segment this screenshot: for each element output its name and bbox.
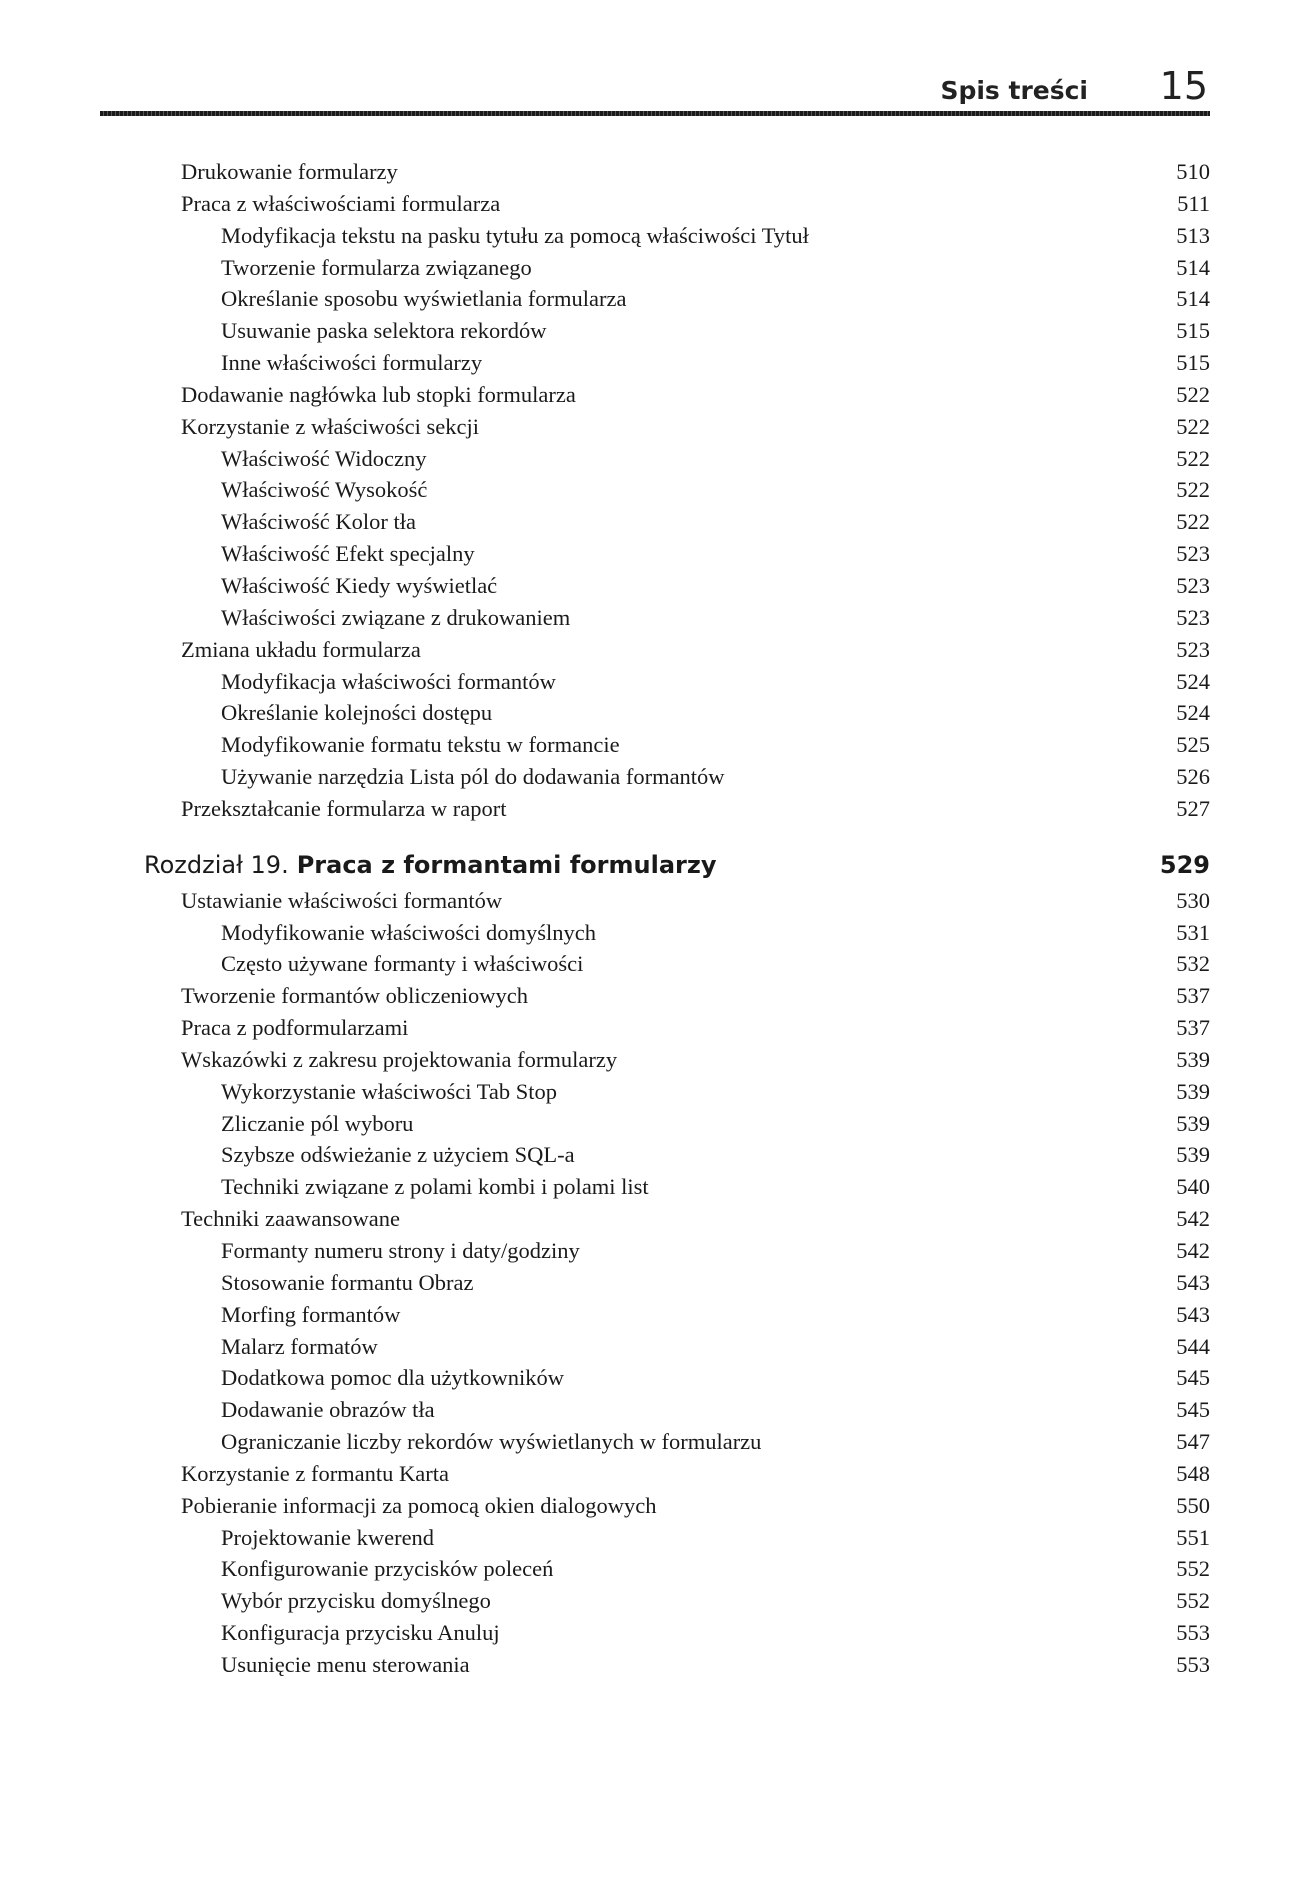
toc-entry-title: Ograniczanie liczby rekordów wyświetlanych w formularzu bbox=[221, 1429, 762, 1455]
dot-leader bbox=[424, 518, 1173, 526]
toc-entry-page: 551 bbox=[1176, 1524, 1210, 1550]
toc-entry-page: 550 bbox=[1176, 1492, 1210, 1518]
toc-entry-page: 523 bbox=[1176, 604, 1210, 630]
dot-leader bbox=[578, 614, 1173, 622]
toc-entry-page: 510 bbox=[1176, 159, 1210, 184]
dot-leader bbox=[664, 1502, 1173, 1510]
toc-entry-page: 539 bbox=[1176, 1142, 1210, 1168]
toc-entry-title: Używanie narzędzia Lista pól do dodawania formantów bbox=[221, 764, 725, 790]
toc-entry-title: Konfiguracja przycisku Anuluj bbox=[221, 1620, 500, 1646]
toc-entry bbox=[100, 1331, 1210, 1363]
dot-leader bbox=[564, 677, 1173, 685]
dot-leader bbox=[483, 550, 1174, 558]
toc-entry-page: 545 bbox=[1176, 1397, 1210, 1423]
dot-leader bbox=[536, 992, 1173, 1000]
toc-entry bbox=[100, 885, 1210, 917]
toc-entry bbox=[100, 1649, 1210, 1681]
toc-entry-title: Właściwość Widoczny bbox=[221, 445, 427, 471]
dot-leader bbox=[625, 1056, 1173, 1064]
table-of-contents bbox=[100, 156, 1210, 1681]
toc-entry-page: 552 bbox=[1176, 1588, 1210, 1614]
toc-entry-page: 525 bbox=[1176, 732, 1210, 758]
toc-entry-title: Formanty numeru strony i daty/godziny bbox=[221, 1238, 580, 1263]
toc-entry-page: 515 bbox=[1176, 350, 1210, 376]
toc-entry-title: Dodawanie obrazów tła bbox=[221, 1397, 435, 1423]
dot-leader bbox=[769, 1438, 1173, 1446]
toc-entry-title: Właściwość Kiedy wyświetlać bbox=[221, 572, 498, 598]
toc-entry bbox=[100, 474, 1210, 506]
toc-entry bbox=[100, 443, 1210, 475]
toc-entry-title: Pobieranie informacji za pomocą okien dialogowych bbox=[181, 1492, 657, 1518]
toc-entry bbox=[100, 156, 1210, 188]
toc-section-after bbox=[100, 885, 1210, 1681]
dot-leader bbox=[386, 1342, 1173, 1350]
dot-leader bbox=[583, 1151, 1174, 1159]
toc-entry bbox=[100, 538, 1210, 570]
toc-entry-title: Modyfikacja właściwości formantów bbox=[221, 668, 556, 694]
toc-entry bbox=[100, 1522, 1210, 1554]
dot-leader bbox=[443, 1406, 1174, 1414]
header-title: Spis treści bbox=[940, 76, 1088, 105]
toc-entry-page: 522 bbox=[1176, 509, 1210, 535]
toc-entry-page: 524 bbox=[1176, 700, 1210, 726]
dot-leader bbox=[510, 897, 1173, 905]
dot-leader bbox=[591, 960, 1173, 968]
toc-entry-page: 539 bbox=[1176, 1078, 1210, 1104]
dot-leader bbox=[408, 1311, 1173, 1319]
toc-entry bbox=[100, 1076, 1210, 1108]
toc-entry bbox=[100, 1044, 1210, 1076]
toc-entry bbox=[100, 980, 1210, 1012]
toc-entry-title: Właściwość Wysokość bbox=[221, 477, 428, 503]
toc-entry-page: 511 bbox=[1177, 190, 1210, 216]
toc-entry-page: 522 bbox=[1176, 381, 1210, 407]
toc-entry-title: Zmiana układu formularza bbox=[181, 636, 421, 662]
toc-entry bbox=[100, 1267, 1210, 1299]
toc-entry-page: 548 bbox=[1176, 1460, 1210, 1486]
toc-entry-title: Modyfikowanie właściwości domyślnych bbox=[221, 919, 596, 945]
toc-entry bbox=[100, 283, 1210, 315]
toc-entry bbox=[100, 1585, 1210, 1617]
toc-entry-title: Korzystanie z właściwości sekcji bbox=[181, 413, 480, 439]
toc-entry-title: Modyfikacja tekstu na pasku tytułu za pomocą właściwości Tytuł bbox=[221, 222, 809, 248]
dot-leader bbox=[406, 168, 1173, 176]
toc-entry bbox=[100, 1235, 1210, 1267]
toc-entry-title: Często używane formanty i właściwości bbox=[221, 951, 584, 977]
dot-leader bbox=[733, 773, 1174, 781]
toc-entry-title: Określanie kolejności dostępu bbox=[221, 700, 493, 726]
toc-entry-page: 522 bbox=[1176, 413, 1210, 439]
toc-entry-page: 553 bbox=[1176, 1651, 1210, 1677]
toc-entry-page: 545 bbox=[1176, 1365, 1210, 1391]
dot-leader bbox=[604, 928, 1173, 936]
header-rule bbox=[100, 111, 1210, 116]
toc-entry-title: Tworzenie formantów obliczeniowych bbox=[181, 983, 529, 1009]
toc-entry bbox=[100, 506, 1210, 538]
toc-entry-page: 543 bbox=[1176, 1301, 1210, 1327]
dot-leader bbox=[487, 423, 1173, 431]
toc-entry-page: 530 bbox=[1176, 887, 1210, 913]
toc-entry-page: 532 bbox=[1176, 951, 1210, 977]
toc-entry-title: Właściwość Efekt specjalny bbox=[221, 541, 475, 567]
dot-leader bbox=[500, 709, 1173, 717]
dot-leader bbox=[540, 263, 1174, 271]
toc-entry-page: 552 bbox=[1176, 1556, 1210, 1582]
toc-entry bbox=[100, 948, 1210, 980]
toc-entry bbox=[100, 411, 1210, 443]
toc-entry-title: Właściwości związane z drukowaniem bbox=[221, 604, 571, 630]
toc-entry-page: 539 bbox=[1176, 1110, 1210, 1136]
toc-entry bbox=[100, 379, 1210, 411]
toc-entry-page: 537 bbox=[1176, 1015, 1210, 1041]
dot-leader bbox=[572, 1374, 1173, 1382]
toc-entry-page: 539 bbox=[1176, 1046, 1210, 1072]
chapter-label: Rozdział 19. bbox=[144, 850, 289, 879]
toc-entry bbox=[100, 1203, 1210, 1235]
dot-leader bbox=[628, 741, 1174, 749]
toc-entry bbox=[100, 666, 1210, 698]
toc-entry bbox=[100, 1426, 1210, 1458]
toc-entry-page: 515 bbox=[1176, 318, 1210, 344]
toc-entry-title: Zliczanie pól wyboru bbox=[221, 1110, 414, 1136]
toc-entry-title: Praca z podformularzami bbox=[181, 1015, 409, 1041]
dot-leader bbox=[416, 1024, 1173, 1032]
dot-leader bbox=[478, 1661, 1174, 1669]
toc-entry-title: Stosowanie formantu Obraz bbox=[221, 1269, 474, 1295]
toc-entry-title: Szybsze odświeżanie z użyciem SQL-a bbox=[221, 1142, 575, 1168]
toc-entry-title: Korzystanie z formantu Karta bbox=[181, 1460, 450, 1486]
toc-entry-page: 526 bbox=[1176, 764, 1210, 790]
toc-entry-page: 522 bbox=[1176, 445, 1210, 471]
dot-leader bbox=[584, 391, 1173, 399]
toc-entry bbox=[100, 634, 1210, 666]
toc-entry-title: Praca z właściwościami formularza bbox=[181, 190, 501, 216]
toc-entry bbox=[100, 1362, 1210, 1394]
toc-entry-page: 531 bbox=[1176, 919, 1210, 945]
toc-entry-title: Tworzenie formularza związanego bbox=[221, 254, 532, 280]
toc-entry bbox=[100, 1012, 1210, 1044]
toc-entry-page: 524 bbox=[1176, 668, 1210, 694]
toc-entry bbox=[100, 220, 1210, 252]
dot-leader bbox=[588, 1247, 1174, 1255]
toc-entry-page: 513 bbox=[1176, 222, 1210, 248]
toc-entry bbox=[100, 697, 1210, 729]
toc-entry-title: Usuwanie paska selektora rekordów bbox=[221, 318, 547, 344]
toc-entry-title: Morfing formantów bbox=[221, 1301, 401, 1327]
toc-entry-page: 542 bbox=[1176, 1238, 1210, 1263]
toc-entry bbox=[100, 1490, 1210, 1522]
toc-entry bbox=[100, 602, 1210, 634]
toc-entry-page: 514 bbox=[1176, 286, 1210, 312]
toc-entry-title: Modyfikowanie formatu tekstu w formancie bbox=[221, 732, 620, 758]
toc-entry-page: 543 bbox=[1176, 1269, 1210, 1295]
toc-entry bbox=[100, 1458, 1210, 1490]
toc-entry-page: 527 bbox=[1176, 795, 1210, 821]
toc-entry-title: Wybór przycisku domyślnego bbox=[221, 1588, 491, 1614]
toc-entry-title: Przekształcanie formularza w raport bbox=[181, 795, 507, 821]
dot-leader bbox=[435, 455, 1174, 463]
toc-entry bbox=[100, 1617, 1210, 1649]
toc-entry bbox=[100, 188, 1210, 220]
toc-entry-page: 542 bbox=[1176, 1206, 1210, 1232]
dot-leader bbox=[508, 200, 1174, 208]
dot-leader bbox=[514, 805, 1173, 813]
toc-entry bbox=[100, 1394, 1210, 1426]
toc-entry-page: 523 bbox=[1176, 636, 1210, 662]
chapter-page: 529 bbox=[1159, 850, 1210, 879]
dot-leader bbox=[508, 1629, 1174, 1637]
dot-leader bbox=[726, 860, 1151, 870]
toc-entry bbox=[100, 729, 1210, 761]
toc-entry-title: Właściwość Kolor tła bbox=[221, 509, 416, 535]
chapter-heading bbox=[100, 845, 1210, 885]
toc-entry bbox=[100, 917, 1210, 949]
toc-entry-page: 523 bbox=[1176, 541, 1210, 567]
toc-entry-page: 547 bbox=[1176, 1429, 1210, 1455]
toc-section-before bbox=[100, 156, 1210, 825]
dot-leader bbox=[499, 1597, 1173, 1605]
dot-leader bbox=[817, 232, 1173, 240]
dot-leader bbox=[490, 359, 1173, 367]
toc-entry-title: Określanie sposobu wyświetlania formularza bbox=[221, 286, 627, 312]
dot-leader bbox=[565, 1088, 1173, 1096]
toc-entry-title: Dodatkowa pomoc dla użytkowników bbox=[221, 1365, 565, 1391]
dot-leader bbox=[442, 1534, 1173, 1542]
dot-leader bbox=[555, 327, 1174, 335]
toc-entry-page: 540 bbox=[1176, 1174, 1210, 1200]
page-number: 15 bbox=[1159, 64, 1208, 108]
toc-entry-page: 522 bbox=[1176, 477, 1210, 503]
toc-entry-title: Wykorzystanie właściwości Tab Stop bbox=[221, 1078, 557, 1104]
toc-entry-title: Usunięcie menu sterowania bbox=[221, 1651, 470, 1677]
toc-entry-title: Projektowanie kwerend bbox=[221, 1524, 435, 1550]
dot-leader bbox=[481, 1279, 1173, 1287]
chapter-title: Praca z formantami formularzy bbox=[296, 850, 717, 879]
running-header bbox=[100, 60, 1210, 116]
toc-entry-page: 544 bbox=[1176, 1333, 1210, 1359]
toc-entry bbox=[100, 761, 1210, 793]
toc-entry bbox=[100, 793, 1210, 825]
dot-leader bbox=[429, 646, 1173, 654]
toc-entry bbox=[100, 252, 1210, 284]
toc-entry-title: Ustawianie właściwości formantów bbox=[181, 887, 503, 913]
toc-entry bbox=[100, 1108, 1210, 1140]
toc-entry-title: Techniki związane z polami kombi i polami list bbox=[221, 1174, 649, 1200]
dot-leader bbox=[657, 1183, 1174, 1191]
toc-entry-page: 537 bbox=[1176, 983, 1210, 1009]
dot-leader bbox=[457, 1470, 1173, 1478]
toc-entry bbox=[100, 1299, 1210, 1331]
toc-entry-title: Drukowanie formularzy bbox=[181, 159, 398, 184]
toc-entry bbox=[100, 1171, 1210, 1203]
toc-entry bbox=[100, 1139, 1210, 1171]
dot-leader bbox=[421, 1120, 1173, 1128]
dot-leader bbox=[561, 1565, 1173, 1573]
dot-leader bbox=[505, 582, 1173, 590]
toc-entry bbox=[100, 315, 1210, 347]
dot-leader bbox=[408, 1215, 1173, 1223]
toc-entry-title: Konfigurowanie przycisków poleceń bbox=[221, 1556, 554, 1582]
toc-entry-title: Inne właściwości formularzy bbox=[221, 350, 483, 376]
toc-entry-page: 523 bbox=[1176, 572, 1210, 598]
toc-entry-page: 514 bbox=[1176, 254, 1210, 280]
toc-entry bbox=[100, 347, 1210, 379]
toc-entry-page: 553 bbox=[1176, 1620, 1210, 1646]
toc-entry bbox=[100, 1553, 1210, 1585]
toc-entry-title: Malarz formatów bbox=[221, 1333, 378, 1359]
toc-entry bbox=[100, 570, 1210, 602]
toc-entry-title: Wskazówki z zakresu projektowania formularzy bbox=[181, 1046, 618, 1072]
toc-entry-title: Techniki zaawansowane bbox=[181, 1206, 400, 1232]
dot-leader bbox=[635, 295, 1174, 303]
dot-leader bbox=[435, 486, 1173, 494]
toc-entry-title: Dodawanie nagłówka lub stopki formularza bbox=[181, 381, 576, 407]
